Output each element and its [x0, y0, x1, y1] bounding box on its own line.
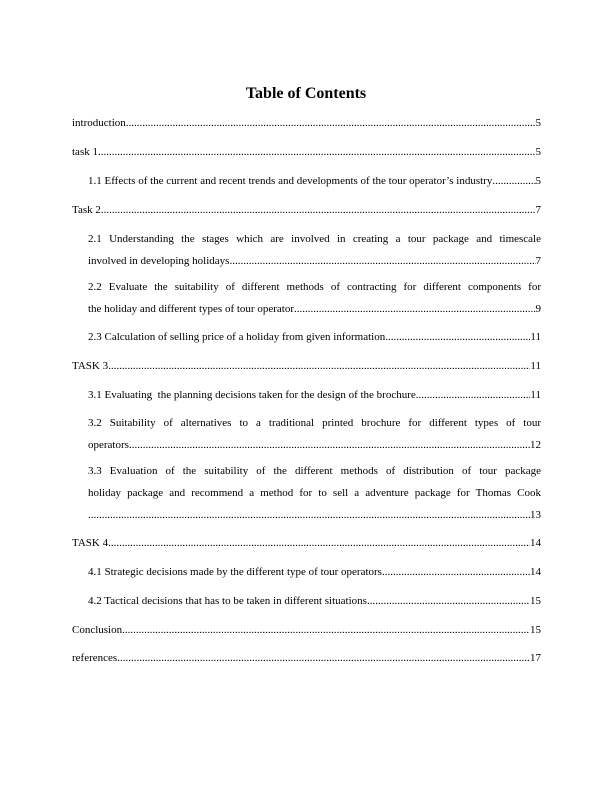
- leader-dots: [367, 596, 530, 607]
- toc-entry-label: 3.1 Evaluating the planning decisions taken for the design of the brochure: [88, 389, 416, 401]
- toc-title: Table of Contents: [245, 85, 367, 102]
- toc-page-number: 5: [535, 146, 541, 158]
- toc-entry-label-line1: 2.2 Evaluate the suitability of different methods of contracting for different components for: [88, 281, 541, 293]
- leader-dots: [117, 653, 530, 664]
- leader-dots: [492, 176, 535, 187]
- toc-entry-3-3[interactable]: [88, 466, 541, 521]
- toc-entry-task1[interactable]: [72, 147, 541, 158]
- toc-entry-label: TASK 4: [72, 537, 109, 549]
- leader-dots: [108, 361, 530, 372]
- leader-dots: [98, 147, 536, 158]
- toc-page-number: 5: [535, 117, 541, 129]
- toc-entry-4-2[interactable]: [88, 596, 541, 607]
- toc-entry-task2[interactable]: [72, 205, 541, 216]
- toc-entry-label-line2: holiday package and recommend a method for to sell a adventure package for Thomas Cook: [88, 487, 541, 499]
- toc-entry-label: Conclusion: [72, 624, 123, 636]
- toc-entry-task3[interactable]: [72, 361, 541, 372]
- toc-entry-introduction[interactable]: [72, 118, 541, 129]
- toc-entry-2-2[interactable]: [88, 282, 541, 315]
- toc-page-number: 14: [530, 537, 541, 549]
- toc-entry-conclusion[interactable]: [72, 625, 541, 636]
- toc-entry-label: task 1: [72, 146, 98, 158]
- toc-entry-label-line1: 2.1 Understanding the stages which are involved in creating a tour package and timescale: [88, 233, 541, 245]
- toc-entry-3-1[interactable]: [88, 390, 541, 401]
- toc-entry-label: TASK 3: [72, 360, 109, 372]
- toc-entry-label: 4.2 Tactical decisions that has to be taken in different situations: [88, 595, 367, 607]
- toc-entry-label-line2: involved in developing holidays: [88, 255, 230, 267]
- toc-page-number: 13: [530, 509, 541, 521]
- toc-page-number: 11: [530, 331, 541, 343]
- leader-dots: [122, 625, 530, 636]
- leader-dots: [126, 118, 536, 129]
- toc-entry-3-2[interactable]: [88, 418, 541, 451]
- toc-page-number: 7: [535, 204, 541, 216]
- leader-dots: [101, 205, 536, 216]
- toc-page-number: 5: [535, 175, 541, 187]
- toc-page-number: 7: [535, 255, 541, 267]
- leader-dots: [385, 332, 530, 343]
- leader-dots: [416, 390, 531, 401]
- leader-dots: [108, 538, 530, 549]
- toc-entry-label-line2: operators: [88, 439, 129, 451]
- toc-page-number: 17: [530, 652, 541, 664]
- leader-dots: [229, 256, 535, 267]
- toc-page-number: 9: [535, 303, 541, 315]
- toc-entry-label: 2.3 Calculation of selling price of a holiday from given information: [88, 331, 386, 343]
- toc-page-number: 15: [530, 595, 541, 607]
- leader-dots: [129, 440, 530, 451]
- toc-page-number: 12: [530, 439, 541, 451]
- toc-entry-label-line1: 3.3 Evaluation of the suitability of the different methods of distribution of tour package: [88, 465, 541, 477]
- toc-entry-label: introduction: [72, 117, 126, 129]
- toc-entry-label-line2: the holiday and different types of tour operator: [88, 303, 294, 315]
- toc-entry-label-line1: 3.2 Suitability of alternatives to a traditional printed brochure for different types of tour: [88, 417, 541, 429]
- toc-page-number: 14: [530, 566, 541, 578]
- leader-dots: [88, 510, 530, 521]
- toc-entry-1-1[interactable]: [88, 176, 541, 187]
- toc-page-number: 11: [530, 389, 541, 401]
- toc-page-number: 11: [530, 360, 541, 372]
- toc-page-number: 15: [530, 624, 541, 636]
- toc-entry-label: 4.1 Strategic decisions made by the different type of tour operators: [88, 566, 382, 578]
- leader-dots: [294, 304, 536, 315]
- toc-entry-label: Task 2: [72, 204, 101, 216]
- toc-entry-label: references: [72, 652, 118, 664]
- toc-entry-references[interactable]: [72, 653, 541, 664]
- toc-entry-2-1[interactable]: [88, 234, 541, 267]
- leader-dots: [382, 567, 530, 578]
- toc-entry-task4[interactable]: [72, 538, 541, 549]
- toc-entry-label: 1.1 Effects of the current and recent trends and developments of the tour operator’s industry: [88, 175, 493, 187]
- toc-entry-4-1[interactable]: [88, 567, 541, 578]
- toc-entry-2-3[interactable]: [88, 332, 541, 343]
